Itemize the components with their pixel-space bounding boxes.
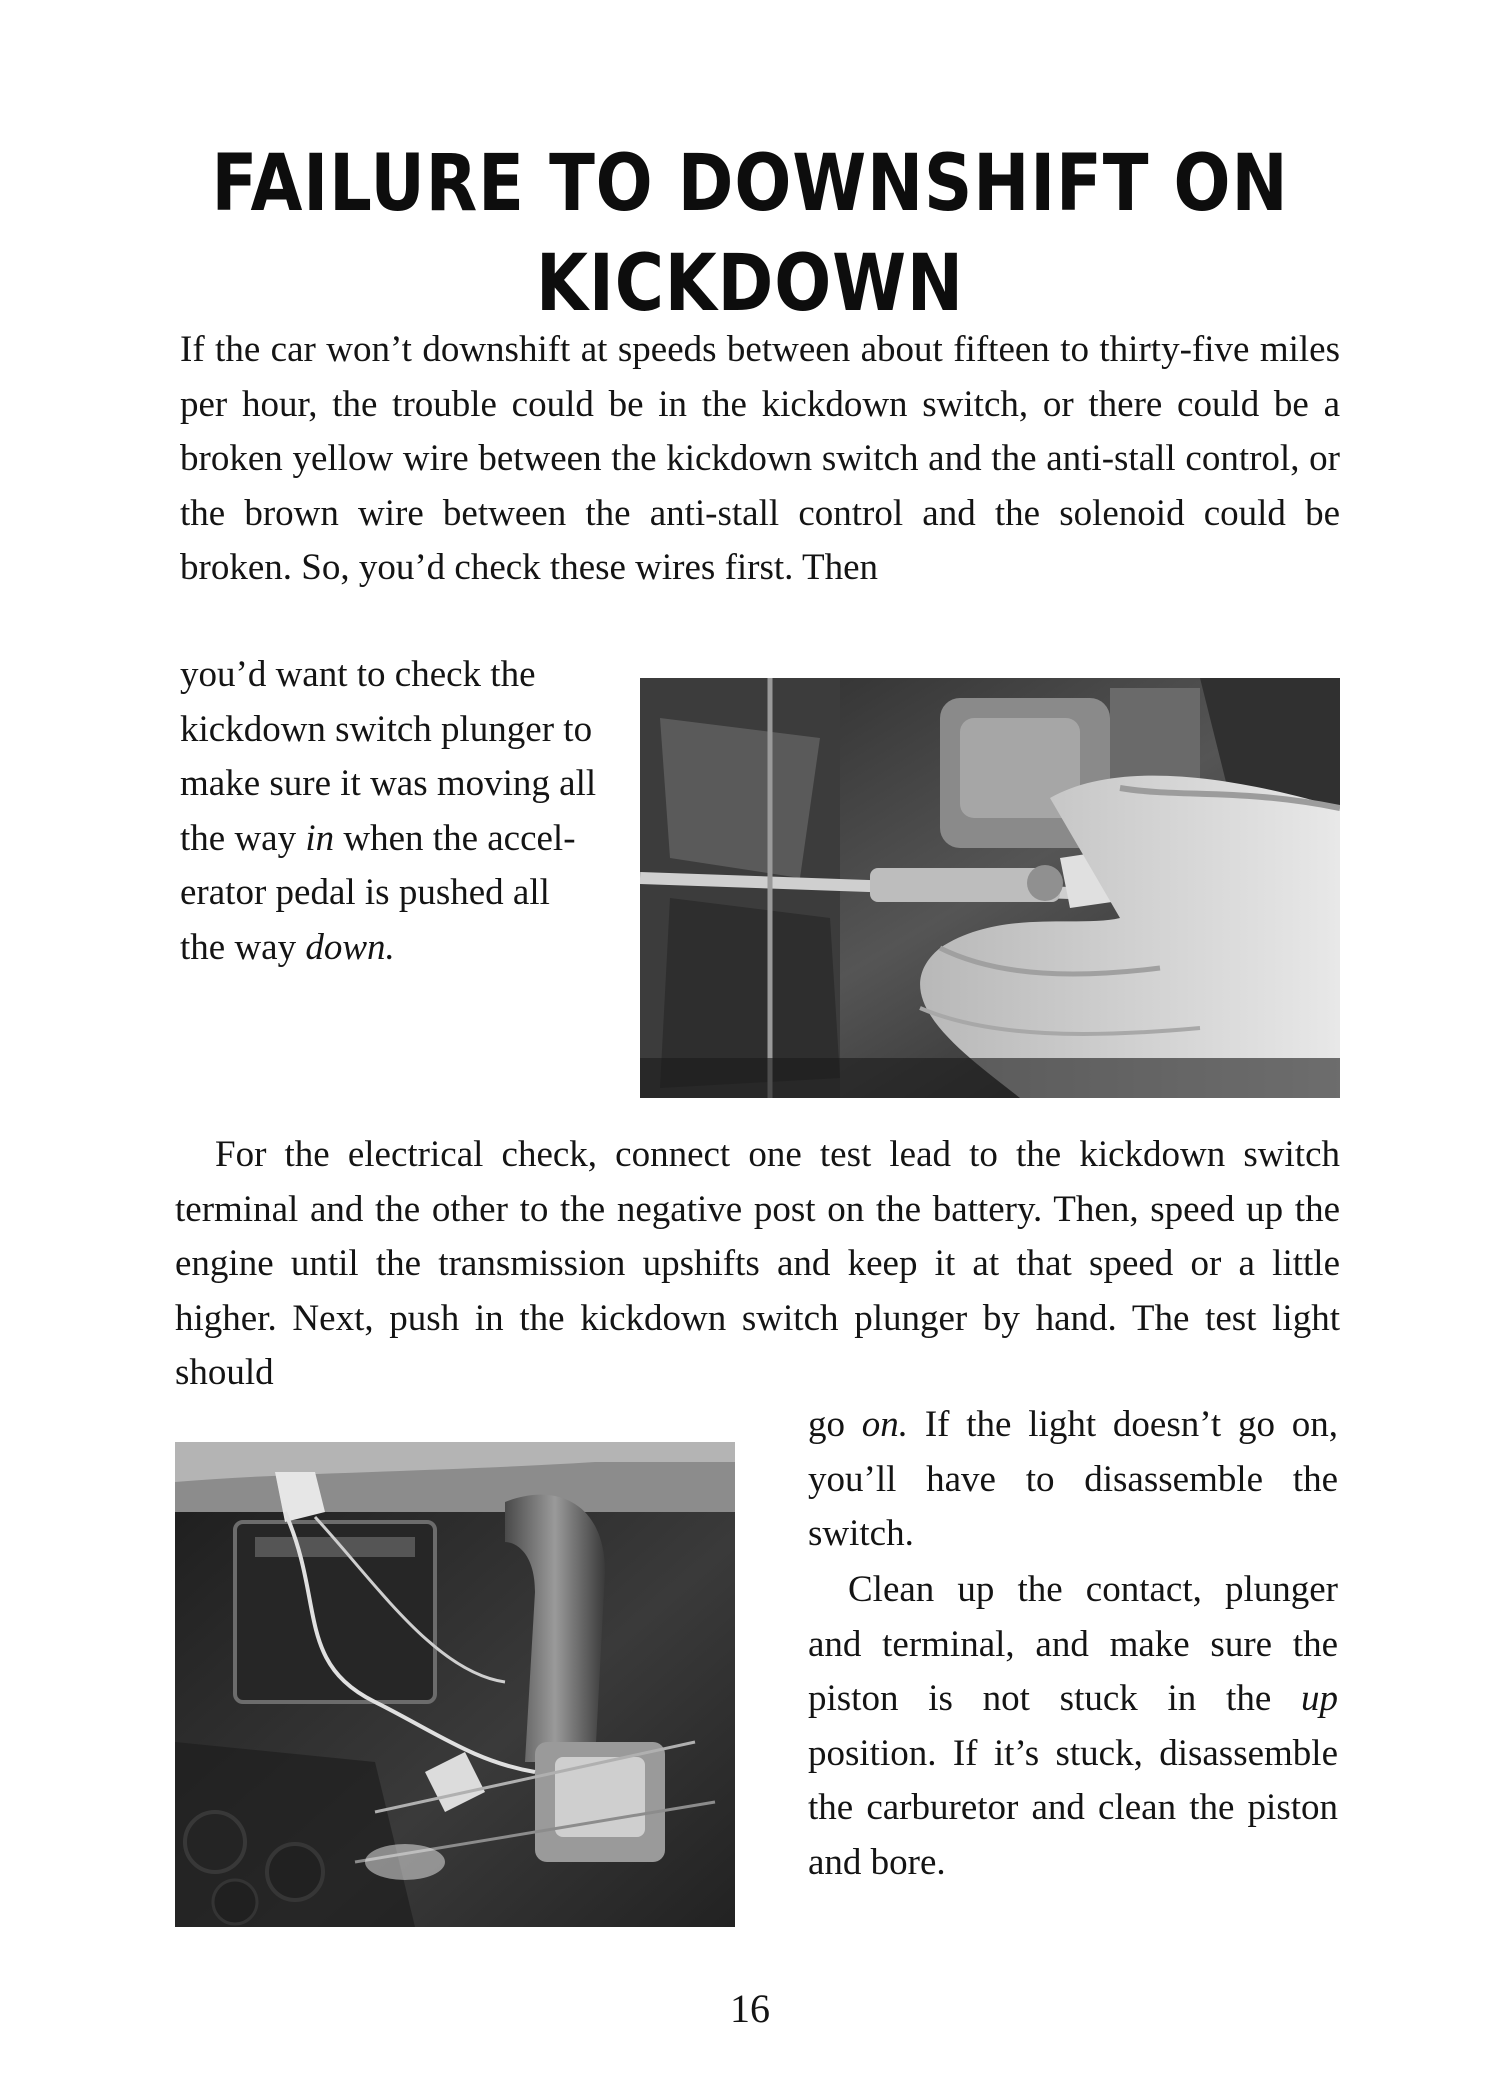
page-number: 16 [730, 1986, 770, 2031]
photo-illustration [640, 678, 1340, 1098]
paragraph-electrical-check: For the electrical check, connect one test lead to the kickdown switch terminal and the other to the negative post on the battery. Then, speed up the engine until the transmission upshifts and keep it at that speed or a little higher. Next, push in the kickdown switch plunger by hand. The test light should [175, 1134, 1340, 1393]
emphasis-down: down. [305, 926, 395, 968]
emphasis-up: up [1301, 1678, 1338, 1719]
emphasis-in: in [305, 817, 335, 859]
text-run: when the accelerator pedal is pushed all the way [180, 817, 576, 968]
paragraph-test-light [808, 1398, 1338, 1562]
text-run: Clean up the contact, plunger and terminal, and make sure the piston is not stuck in the [808, 1569, 1338, 1719]
page-title [208, 134, 1292, 334]
photo-illustration [175, 1442, 735, 1927]
title-line-1: FAILURE TO DOWNSHIFT ON [211, 139, 1289, 230]
title-line-2: KICKDOWN [536, 239, 964, 330]
paragraph-intro: If the car won’t downshift at speeds between about fifteen to thirty-five miles per hour, the trouble could be in the kickdown switch, or there could be a broken yellow wire between the kickdown switch and the anti-stall control, or the brown wire between the anti-stall control and the solenoid could be broken. So, you’d check these wires first. Then [180, 329, 1340, 588]
engine-compartment-photo [175, 1442, 735, 1927]
paragraph-cleaning [808, 1563, 1338, 1890]
text-run: you’d want to check the kickdown switch plunger to make sure it was moving all the way [180, 654, 597, 859]
emphasis-on: on. [861, 1404, 909, 1445]
text-run: position. If it’s stuck, disassemble the carburetor and clean the piston and bore. [808, 1732, 1338, 1883]
text-run: If the light doesn’t go on, you’ll have to disassemble the switch. [808, 1404, 1338, 1554]
paragraph-plunger-check [180, 648, 600, 975]
text-run: go [808, 1404, 862, 1445]
kickdown-switch-photo [640, 678, 1340, 1098]
